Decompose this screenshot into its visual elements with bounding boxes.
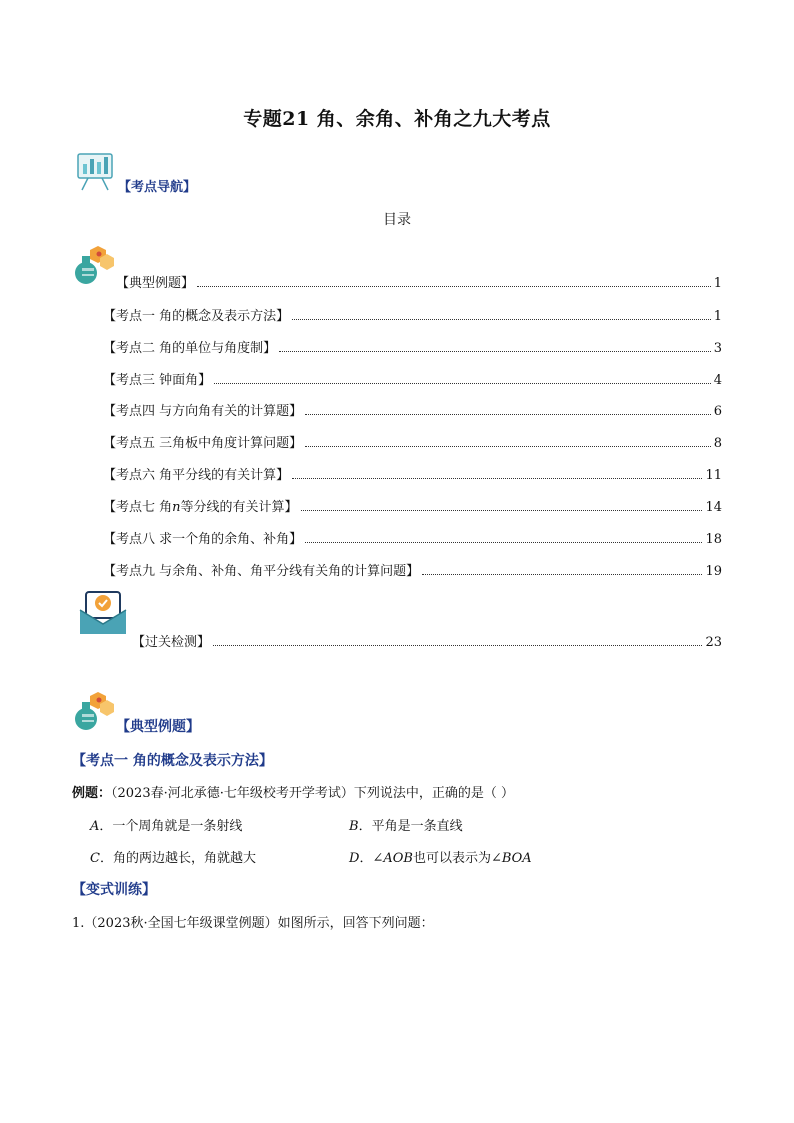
- toc-leader: [292, 477, 702, 479]
- toc-entry-label: 【过关检测】: [132, 635, 211, 650]
- nav-label: 【考点导航】: [118, 180, 197, 195]
- toc-entry-page: 14: [705, 500, 722, 515]
- option-b[interactable]: [349, 815, 463, 834]
- option-d[interactable]: [349, 847, 532, 866]
- section-heading: 【典型例题】: [116, 719, 200, 735]
- practice-question-1: 1.（2023秋·全国七年级课堂例题）如图所示，回答下列问题：: [72, 916, 434, 931]
- toc-entry[interactable]: [103, 369, 722, 388]
- example-label: 例题：: [72, 786, 112, 801]
- presentation-board-icon: [74, 150, 118, 192]
- toc-entry-label: 【考点二 角的单位与角度制】: [103, 341, 277, 356]
- toc-entry-page: 1: [713, 309, 722, 324]
- toc-entry-label: 【考点一 角的概念及表示方法】: [103, 309, 290, 324]
- toc-leader: [305, 413, 711, 415]
- toc-entry-label: 【考点九 与余角、补角、角平分线有关角的计算问题】: [103, 564, 420, 579]
- toc-entry-label-var: n: [172, 500, 181, 515]
- example-text: （2023春·河北承德·七年级校考开学考试）下列说法中，正确的是（ ）: [111, 786, 514, 801]
- toc-entry-label-tail: 等分线的有关计算】: [180, 500, 298, 515]
- example-question: [72, 782, 514, 801]
- toc-entry[interactable]: [103, 400, 722, 419]
- toc-entry-label: 【典型例题】: [116, 276, 195, 291]
- toc-entry-label: 【考点八 求一个角的余角、补角】: [103, 532, 303, 547]
- toc-entry-label: 【考点四 与方向角有关的计算题】: [103, 404, 303, 419]
- option-d-var1: AOB: [383, 851, 413, 866]
- toc-entry-page: 23: [705, 635, 722, 650]
- toc-title: 目录: [383, 212, 411, 228]
- toc-entry[interactable]: [103, 496, 722, 515]
- toc-leader: [292, 318, 711, 320]
- toc-entry[interactable]: [103, 337, 722, 356]
- toc-entry-page: 18: [705, 532, 722, 547]
- option-a-letter: A: [90, 819, 100, 834]
- toc-leader: [301, 509, 703, 511]
- check-envelope-icon: [78, 588, 128, 636]
- toc-entry-label-head: 【考点七 角: [103, 500, 173, 515]
- practice-heading: 【变式训练】: [72, 882, 156, 898]
- toc-entry-page: 1: [713, 276, 722, 291]
- toc-entry-label: 【考点三 钟面角】: [103, 373, 212, 388]
- option-a[interactable]: [90, 815, 242, 834]
- option-d-letter: D: [349, 851, 360, 866]
- sub-heading: 【考点一 角的概念及表示方法】: [72, 753, 273, 769]
- option-c[interactable]: [90, 847, 256, 866]
- page-title: 专题21 角、余角、补角之九大考点: [243, 108, 551, 130]
- flask-hexagon-icon: [72, 690, 116, 732]
- toc-entry-page: 3: [713, 341, 722, 356]
- toc-entry[interactable]: [103, 305, 722, 324]
- option-d-var2: BOA: [501, 851, 532, 866]
- toc-entry-page: 11: [705, 468, 722, 483]
- toc-entry-page: 6: [713, 404, 722, 419]
- toc-entry-label: 【考点六 角平分线的有关计算】: [103, 468, 290, 483]
- toc-leader: [305, 541, 702, 543]
- toc-entry[interactable]: [103, 432, 722, 451]
- toc-leader: [214, 382, 711, 384]
- toc-entry[interactable]: [116, 272, 722, 291]
- option-a-text: ．一个周角就是一条射线: [99, 819, 243, 834]
- toc-entry[interactable]: [132, 631, 722, 650]
- option-c-letter: C: [90, 851, 100, 866]
- toc-leader: [197, 285, 711, 287]
- toc-entry[interactable]: [103, 528, 722, 547]
- toc-leader: [305, 445, 711, 447]
- toc-entry-label: [103, 496, 298, 515]
- toc-leader: [422, 573, 702, 575]
- toc-leader: [213, 644, 702, 646]
- option-c-text: ．角的两边越长，角就越大: [99, 851, 256, 866]
- option-d-text-mid: 也可以表示为∠: [412, 851, 502, 866]
- toc-entry-page: 8: [713, 436, 722, 451]
- option-d-text-pre: ．∠: [359, 851, 384, 866]
- toc-entry-page: 19: [705, 564, 722, 579]
- toc-entry[interactable]: [103, 464, 722, 483]
- flask-hexagon-icon: [72, 244, 116, 286]
- toc-entry[interactable]: [103, 560, 722, 579]
- option-b-letter: B: [349, 819, 359, 834]
- option-b-text: ．平角是一条直线: [358, 819, 463, 834]
- toc-leader: [279, 350, 711, 352]
- toc-entry-label: 【考点五 三角板中角度计算问题】: [103, 436, 303, 451]
- toc-entry-page: 4: [713, 373, 722, 388]
